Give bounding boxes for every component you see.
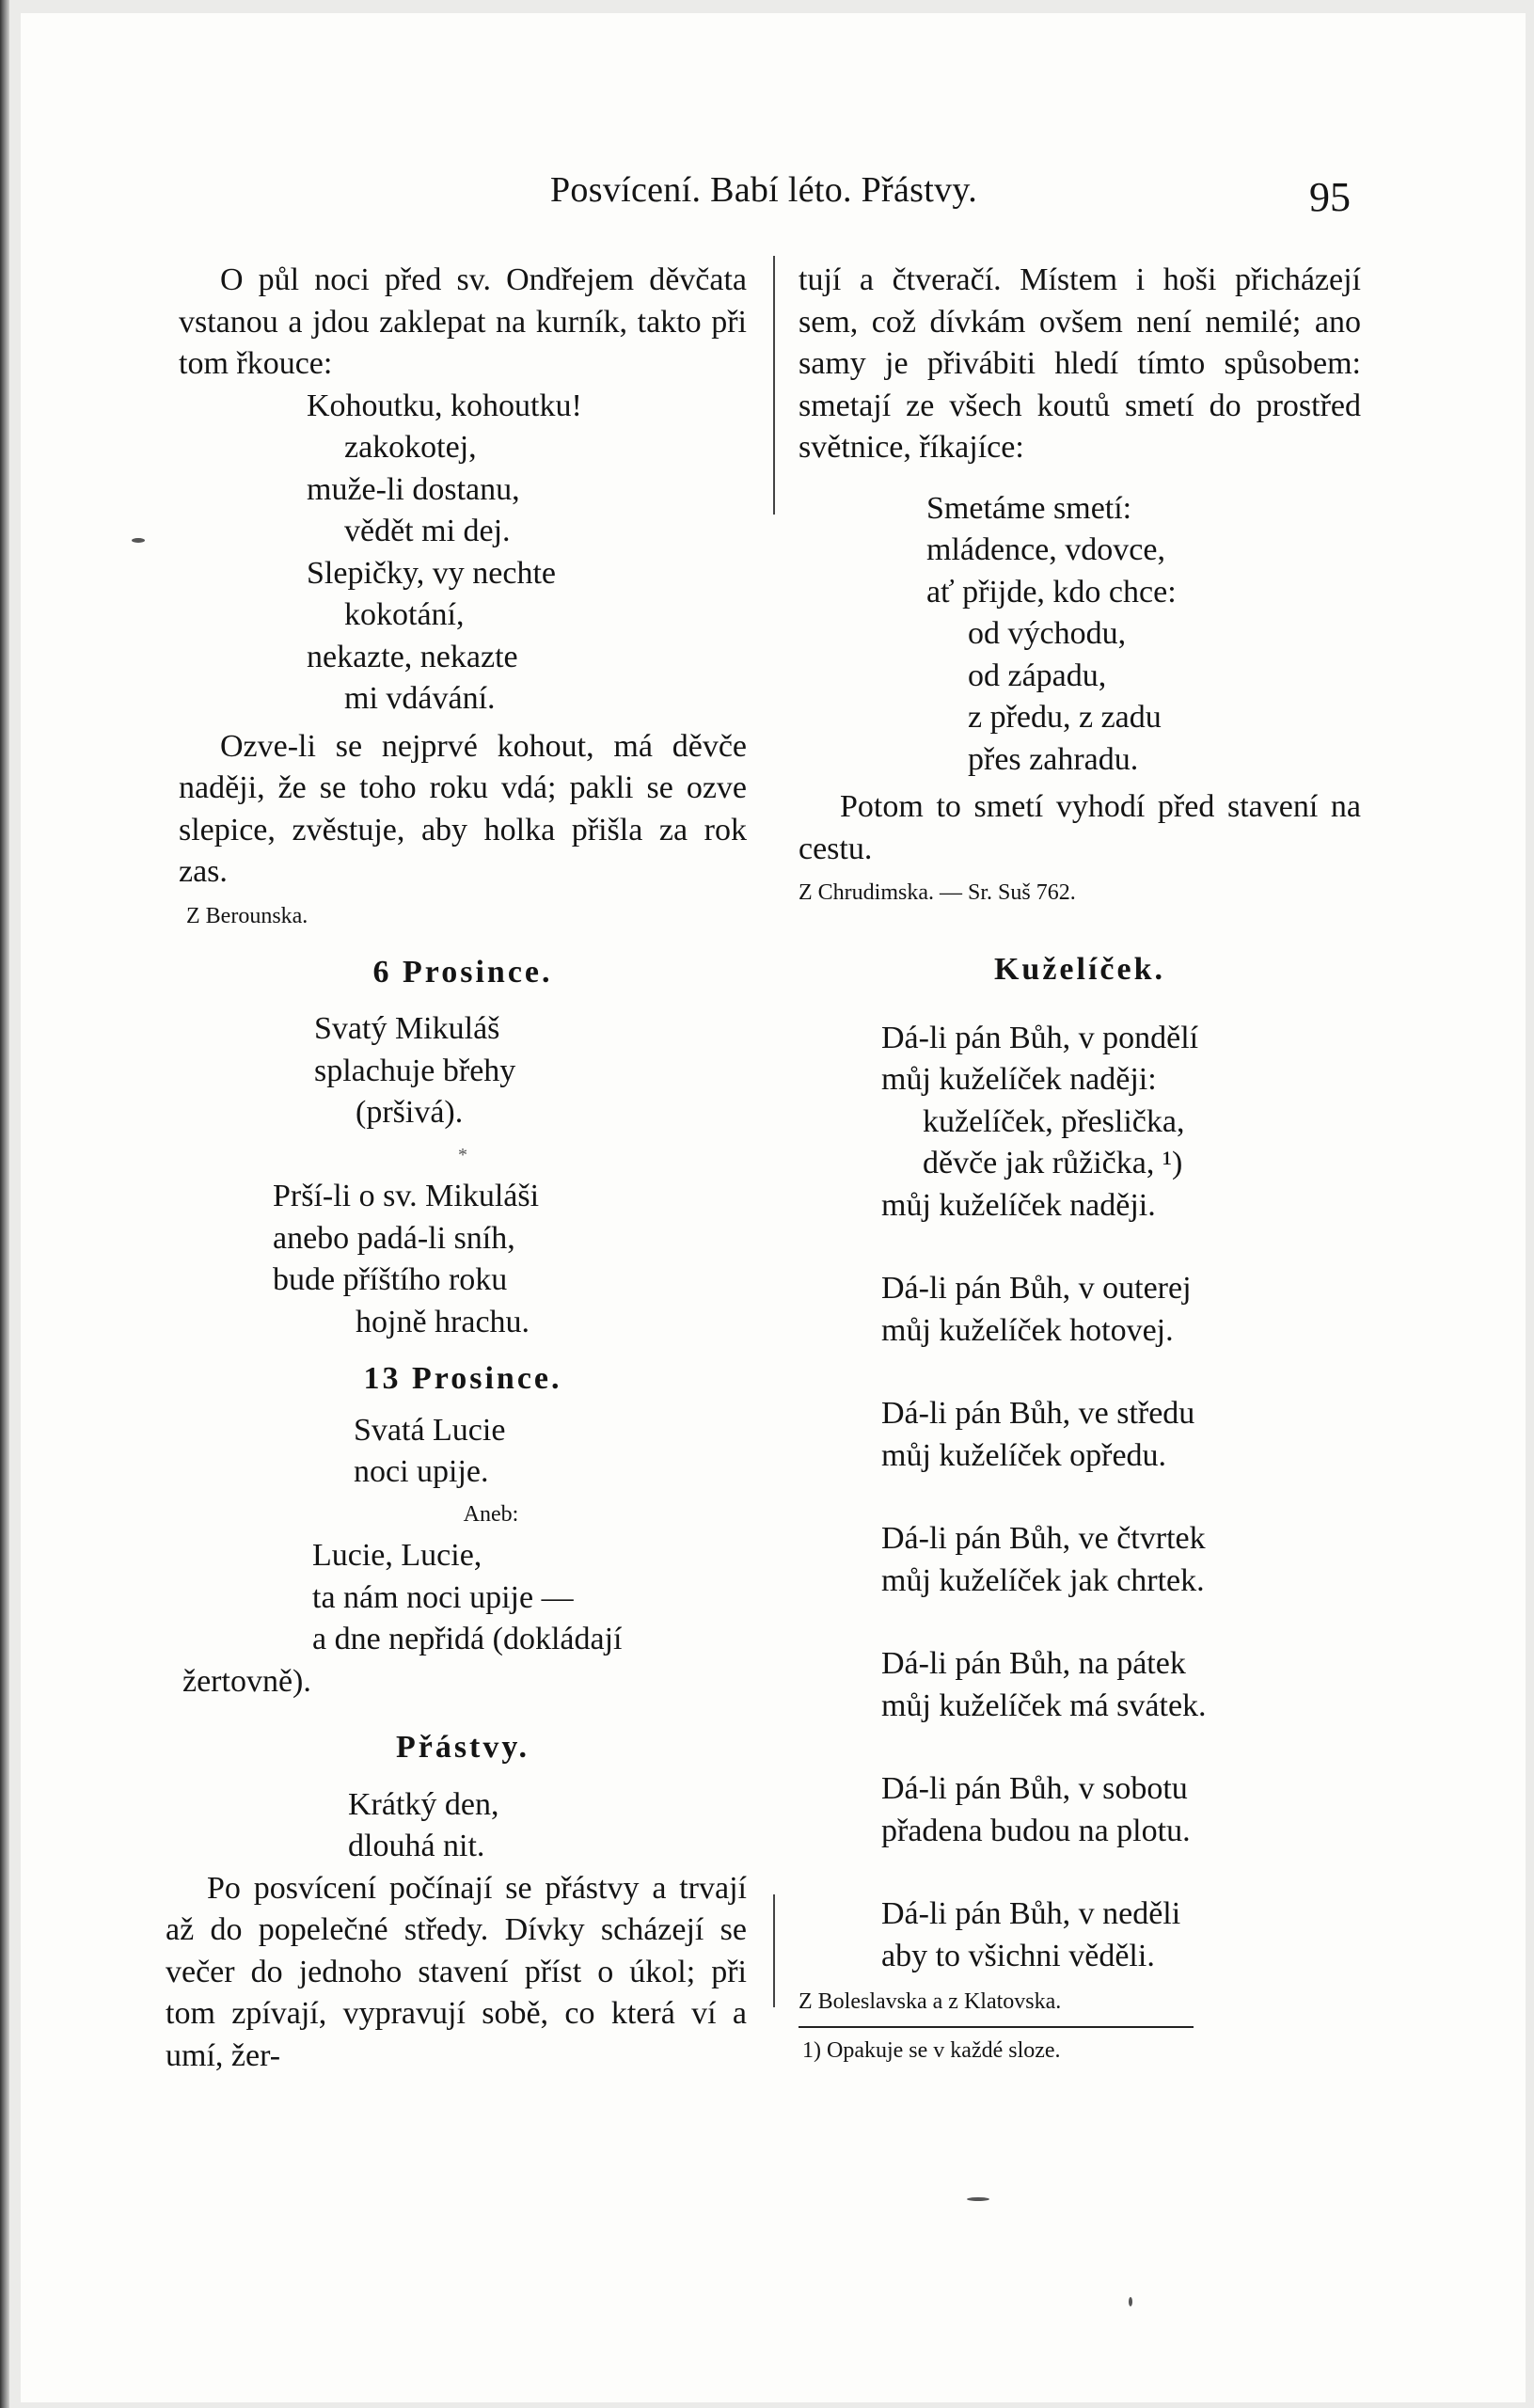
right-column <box>799 260 1361 2066</box>
verse-line: od západu, <box>968 657 1107 693</box>
section-heading: Kuželíček. <box>993 952 1166 987</box>
verse-smeti <box>799 488 1361 782</box>
verse-line: splachuje břehy <box>314 1053 516 1088</box>
aneb-label: Aneb: <box>463 1501 519 1527</box>
verse-line: Dá-li pán Bůh, v outerej <box>881 1271 1192 1306</box>
paragraph: Ozve-li se nejprvé kohout, má děvče naději, že se toho roku vdá; pakli se ozve slepice, zvěstuje, aby holka přišla za rok zas. <box>179 728 747 889</box>
verse-den <box>179 1784 747 1868</box>
verse-line: noci upije. <box>354 1454 489 1489</box>
verse-line: přadena budou na plotu. <box>881 1813 1191 1848</box>
verse-line: anebo padá-li sníh, <box>273 1220 515 1256</box>
verse-line: kuželíček, přeslička, <box>923 1103 1185 1139</box>
verse-line: Kohoutku, kohoutku! <box>307 388 582 423</box>
verse-kohoutku <box>179 386 747 721</box>
verse-line: Dá-li pán Bůh, na pátek <box>881 1646 1186 1681</box>
verse-line: žertovně). <box>182 1663 311 1699</box>
verse-line: Smetáme smetí: <box>926 490 1132 526</box>
verse-line: ať přijde, kdo chce: <box>926 574 1177 610</box>
verse-line: Dá-li pán Bůh, v neděli <box>881 1896 1181 1931</box>
verse-line: (pršivá). <box>356 1095 464 1130</box>
verse-line: děvče jak růžička, ¹) <box>923 1146 1183 1180</box>
verse-line: a dne nepřidá (dokládají <box>312 1622 623 1656</box>
footnote-rule <box>799 2026 1194 2028</box>
book-page <box>21 13 1526 2402</box>
verse-line: ta nám noci upije — <box>312 1579 574 1615</box>
binding-edge <box>0 0 9 2408</box>
verse-line: od východu, <box>968 616 1127 651</box>
verse-line: mládence, vdovce, <box>926 532 1165 567</box>
stanza <box>799 1393 1361 1477</box>
verse-mikulas <box>179 1008 747 1134</box>
verse-line: můj kuželíček má svátek. <box>881 1687 1207 1723</box>
stanza <box>799 1893 1361 1977</box>
verse-line: vědět mi dej. <box>344 514 511 548</box>
verse-line: Slepičky, vy nechte <box>307 555 556 591</box>
verse-line: kokotání, <box>344 597 465 632</box>
section-heading: 6 Prosince. <box>372 954 553 990</box>
column-rule-top <box>773 256 775 515</box>
verse-prsi <box>179 1176 747 1343</box>
verse-line: muže-li dostanu, <box>307 471 520 507</box>
verse-line: můj kuželíček jak chrtek. <box>881 1562 1205 1598</box>
paragraph: tují a čtveračí. Místem i hoši přicházejí sem, což dívkám ovšem není nemilé; ano samy je přivábiti hledí tímto spůsobem: smetají ze všech koutů smetí do prostřed světnice, říkajíce: <box>799 262 1361 465</box>
stanza <box>799 1518 1361 1602</box>
verse-line: můj kuželíček naději. <box>881 1187 1156 1223</box>
section-heading: 13 Prosince. <box>363 1361 562 1396</box>
verse-line: z předu, z zadu <box>968 700 1162 735</box>
print-speck <box>1129 2297 1132 2306</box>
verse-line: Svatý Mikuláš <box>314 1011 500 1046</box>
source-note: Z Berounska. <box>186 903 308 928</box>
verse-line: dlouhá nit. <box>348 1829 485 1863</box>
source-note: Z Boleslavska a z Klatovska. <box>799 1989 1062 2014</box>
stanza <box>799 1643 1361 1727</box>
verse-line: Lucie, Lucie, <box>312 1538 482 1573</box>
verse-line: bude příštího roku <box>273 1262 508 1297</box>
verse-line: zakokotej, <box>344 430 477 465</box>
verse-line: hojně hrachu. <box>356 1304 530 1339</box>
paragraph: Po posvícení počínají se přástvy a trvají až do popelečné středy. Dívky scházejí se večer do jednoho stavení příst o úkol; při tom zpívají, vypravují sobě, co která ví a umí, žer- <box>166 1870 747 2073</box>
paragraph: O půl noci před sv. Ondřejem děvčata vstanou a jdou zaklepat na kurník, takto při tom řkouce: <box>179 262 747 381</box>
footnote: 1) Opakuje se v každé sloze. <box>802 2038 1061 2063</box>
running-header: Posvícení. Babí léto. Přástvy. <box>550 170 978 210</box>
verse-line: můj kuželíček naději: <box>881 1062 1157 1097</box>
column-rule-bottom <box>773 1894 775 2007</box>
print-speck <box>967 2197 989 2201</box>
section-heading: Přástvy. <box>395 1730 530 1765</box>
verse-line: Svatá Lucie <box>354 1412 506 1448</box>
left-column <box>166 260 747 2077</box>
source-note: Z Chrudimska. — Sr. Suš 762. <box>799 880 1076 905</box>
separator-star: * <box>458 1144 467 1165</box>
stanza <box>799 1018 1361 1228</box>
verse-line: Dá-li pán Bůh, ve čtvrtek <box>881 1521 1206 1556</box>
stanza <box>799 1268 1361 1352</box>
verse-line: aby to všichni věděli. <box>881 1938 1155 1973</box>
paragraph: Potom to smetí vyhodí před stavení na cestu. <box>799 789 1361 866</box>
verse-line: Dá-li pán Bůh, v pondělí <box>881 1020 1199 1055</box>
verse-line: Dá-li pán Bůh, ve středu <box>881 1396 1195 1431</box>
verse-line: mi vdávání. <box>344 681 496 716</box>
verse-line: můj kuželíček opředu. <box>881 1437 1167 1473</box>
verse-lucie-2 <box>179 1535 747 1661</box>
page-number: 95 <box>1309 174 1351 220</box>
verse-line: můj kuželíček hotovej. <box>881 1312 1174 1348</box>
stanza <box>799 1768 1361 1852</box>
verse-lucie <box>179 1410 747 1494</box>
verse-line: Krátký den, <box>348 1786 499 1822</box>
verse-line: Dá-li pán Bůh, v sobotu <box>881 1771 1188 1806</box>
print-speck <box>132 538 145 543</box>
verse-line: přes zahradu. <box>968 741 1139 777</box>
verse-line: nekazte, nekazte <box>307 639 518 674</box>
verse-line: Prší-li o sv. Mikuláši <box>273 1179 540 1213</box>
